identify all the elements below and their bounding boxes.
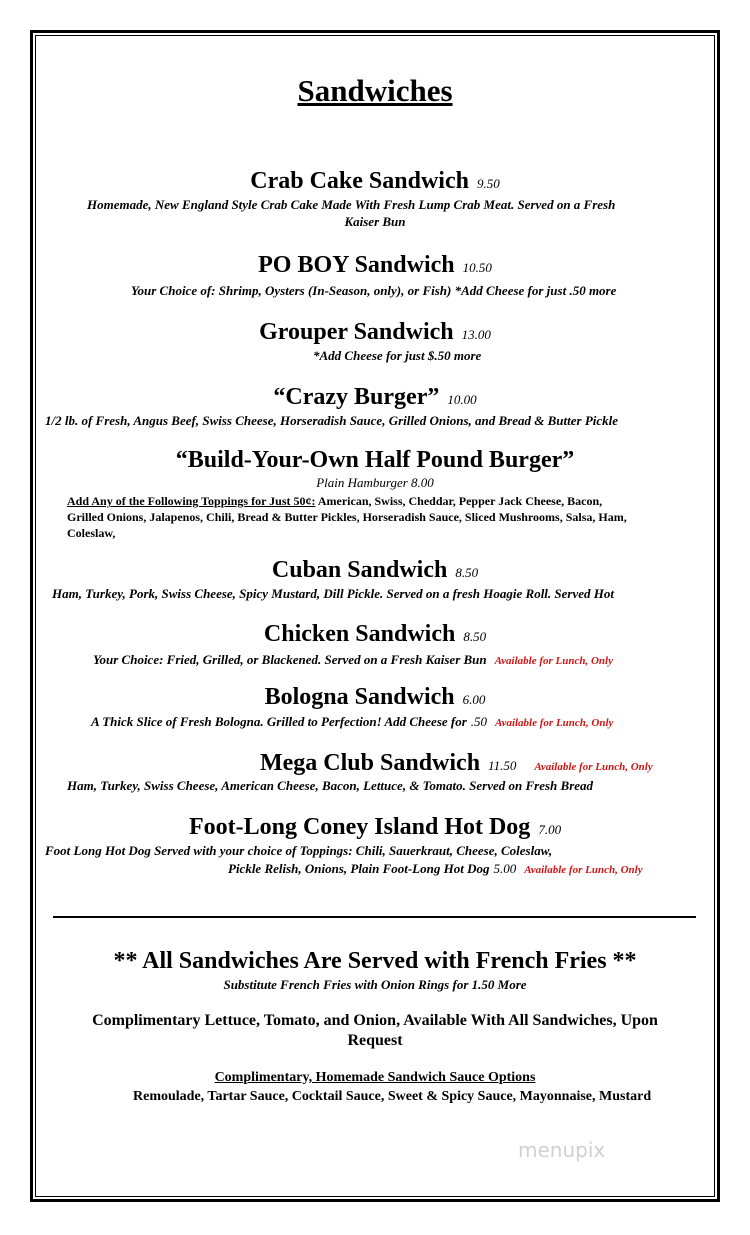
menu-item-cuban	[0, 557, 750, 584]
item-price: 8.50	[455, 565, 479, 580]
menu-item-chicken	[0, 621, 750, 648]
item-name: Bologna Sandwich	[264, 684, 455, 710]
item-price: 7.00	[538, 822, 562, 837]
toppings-line-1	[67, 494, 602, 509]
item-description-cont: Pickle Relish, Onions, Plain Foot-Long Hot Dog	[228, 861, 490, 876]
item-name: Cuban Sandwich	[271, 557, 448, 583]
item-plain-price: 5.00	[493, 861, 517, 876]
item-description: *Add Cheese for just $.50 more	[313, 348, 482, 363]
availability-note: Available for Lunch, Only	[534, 761, 653, 773]
menu-item-build-your-own	[0, 447, 750, 474]
item-description: Foot Long Hot Dog Served with your choice of Toppings: Chili, Sauerkraut, Cheese, Coleslaw,	[45, 843, 553, 858]
toppings-line-3: Coleslaw,	[67, 526, 116, 540]
item-description-line	[228, 860, 643, 878]
item-name: “Build-Your-Own Half Pound Burger”	[175, 447, 575, 473]
item-description: Ham, Turkey, Swiss Cheese, American Cheese, Bacon, Lettuce, & Tomato. Served on Fresh Bread	[67, 778, 594, 793]
item-price: 8.50	[463, 629, 487, 644]
toppings-list: American, Swiss, Cheddar, Pepper Jack Cheese, Bacon,	[315, 494, 603, 508]
item-description: A Thick Slice of Fresh Bologna. Grilled to Perfection! Add Cheese for	[91, 714, 467, 729]
fries-note: ** All Sandwiches Are Served with French Fries **	[113, 948, 637, 974]
menu-item-crazy-burger	[0, 384, 750, 411]
item-name: PO BOY Sandwich	[258, 252, 455, 278]
menu-item-crab-cake	[0, 168, 750, 195]
item-subtitle: Plain Hamburger 8.00	[316, 475, 434, 490]
item-description: 1/2 lb. of Fresh, Angus Beef, Swiss Cheese, Horseradish Sauce, Grilled Onions, and Bread & Butter Pickle	[45, 413, 619, 428]
menu-item-po-boy	[0, 252, 750, 279]
item-description-line	[91, 713, 613, 731]
item-price: 10.00	[447, 392, 477, 407]
item-name: Chicken Sandwich	[263, 621, 456, 647]
toppings-line-2: Grilled Onions, Jalapenos, Chili, Bread & Butter Pickles, Horseradish Sauce, Sliced Mushrooms, Salsa, Ham,	[67, 510, 627, 524]
item-price: 6.00	[462, 692, 486, 707]
item-description-cont: Kaiser Bun	[344, 214, 406, 229]
item-price: 13.00	[461, 327, 491, 342]
item-description: Ham, Turkey, Pork, Swiss Cheese, Spicy Mustard, Dill Pickle. Served on a fresh Hoagie Roll. Served Hot	[52, 586, 614, 601]
menu-item-mega-club	[260, 750, 653, 777]
complimentary-line-1: Complimentary Lettuce, Tomato, and Onion, Available With All Sandwiches, Upon	[92, 1012, 658, 1029]
availability-note: Available for Lunch, Only	[524, 864, 643, 876]
toppings-label: Add Any of the Following Toppings for Just 50¢:	[67, 494, 316, 508]
item-name: Crab Cake Sandwich	[250, 168, 469, 194]
menu-item-bologna	[0, 684, 750, 711]
item-description: Your Choice of: Shrimp, Oysters (In-Season, only), or Fish) *Add Cheese for just .50 more	[131, 283, 617, 298]
substitute-note: Substitute French Fries with Onion Rings for 1.50 More	[223, 977, 527, 992]
complimentary-line-2: Request	[347, 1032, 403, 1049]
item-addon-price: .50	[470, 714, 488, 729]
availability-note: Available for Lunch, Only	[494, 655, 613, 667]
item-description: Homemade, New England Style Crab Cake Made With Fresh Lump Crab Meat. Served on a Fresh	[87, 197, 616, 212]
menu-item-hot-dog	[0, 814, 750, 841]
item-name: Mega Club Sandwich	[260, 750, 481, 776]
item-description: Your Choice: Fried, Grilled, or Blackened. Served on a Fresh Kaiser Bun	[93, 652, 487, 667]
section-divider	[53, 916, 696, 918]
watermark: menupix	[518, 1138, 606, 1162]
page-title: Sandwiches	[297, 73, 453, 108]
item-name: “Crazy Burger”	[273, 384, 440, 410]
menu-item-grouper	[0, 319, 750, 346]
item-price: 9.50	[476, 176, 500, 191]
item-name: Foot-Long Coney Island Hot Dog	[188, 814, 531, 840]
item-price: 10.50	[462, 260, 492, 275]
item-description-line	[93, 651, 613, 669]
item-name: Grouper Sandwich	[259, 319, 454, 345]
sauce-list: Remoulade, Tartar Sauce, Cocktail Sauce, Sweet & Spicy Sauce, Mayonnaise, Mustard	[133, 1089, 652, 1104]
sauce-heading: Complimentary, Homemade Sandwich Sauce Options	[214, 1070, 536, 1085]
item-price: 11.50	[488, 758, 517, 773]
availability-note: Available for Lunch, Only	[495, 717, 614, 729]
